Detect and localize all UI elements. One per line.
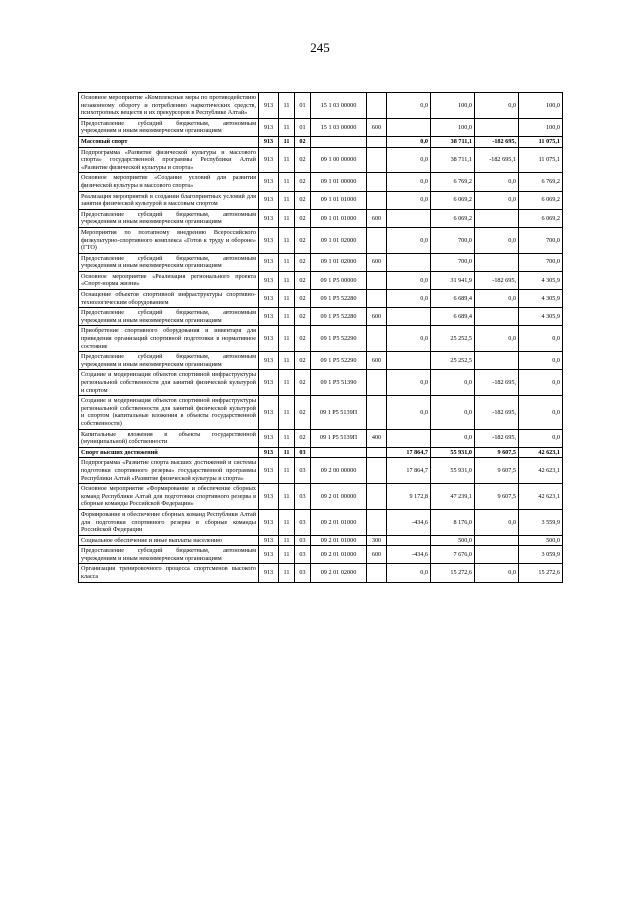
amount-3: -182 695,1	[475, 147, 519, 173]
amount-3: 9 607,5	[475, 458, 519, 484]
ministry-code: 913	[259, 447, 279, 458]
row-name: Основное мероприятие «Комплексные меры по противодействию незаконному обороту и потреблению наркотических средств, психотропных веществ и их прекурсоров в Республике Алтай»	[79, 93, 259, 119]
table-row	[79, 509, 563, 535]
amount-1	[387, 535, 431, 546]
amount-3: -182 695,	[475, 370, 519, 396]
amount-4: 0,0	[519, 429, 563, 447]
row-name: Оснащение объектов спортивной инфраструктуры спортивно-технологическим оборудованием	[79, 290, 259, 308]
table-row	[79, 271, 563, 289]
expense-type	[367, 564, 387, 582]
amount-3	[475, 253, 519, 271]
amount-2: 7 676,0	[431, 546, 475, 564]
expense-type	[367, 136, 387, 147]
amount-3: 0,0	[475, 227, 519, 253]
row-name: Организация тренировочного процесса спортсменов высокого класса	[79, 564, 259, 582]
expense-type: 300	[367, 535, 387, 546]
amount-1: 0,0	[387, 370, 431, 396]
expense-type	[367, 326, 387, 352]
row-name: Подпрограмма «Развитие спорта высших достижений и системы подготовки спортивного резерва» государственной программы Республики Алтай «Развитие физической культуры и спорта»	[79, 458, 259, 484]
amount-3	[475, 546, 519, 564]
row-name: Спорт высших достижений	[79, 447, 259, 458]
amount-4: 6 069,2	[519, 209, 563, 227]
amount-2: 55 931,0	[431, 447, 475, 458]
row-name: Предоставление субсидий бюджетным, автономным учреждениям и иным некоммерческим организациям	[79, 118, 259, 136]
table-row	[79, 147, 563, 173]
amount-4: 0,0	[519, 370, 563, 396]
amount-4: 100,0	[519, 93, 563, 119]
target-article: 15 1 03 00000	[311, 118, 367, 136]
row-name: Основное мероприятие «Формирование и обеспечение сборных команд Республики Алтай для подготовки спортивного резерва в сборные команды Российской Федерации»	[79, 484, 259, 510]
amount-4: 100,0	[519, 118, 563, 136]
table-row	[79, 458, 563, 484]
row-name: Подпрограмма «Развитие физической культуры и массового спорта» государственной программы Республики Алтай «Развитие физической культуры и спорта»	[79, 147, 259, 173]
expense-type	[367, 458, 387, 484]
subsection-code: 02	[295, 429, 311, 447]
target-article: 09 2 01 01000	[311, 546, 367, 564]
amount-2: 500,0	[431, 535, 475, 546]
section-code: 11	[279, 271, 295, 289]
amount-3: 0,0	[475, 93, 519, 119]
amount-2: 0,0	[431, 370, 475, 396]
ministry-code: 913	[259, 370, 279, 396]
subsection-code: 02	[295, 326, 311, 352]
amount-4: 700,0	[519, 253, 563, 271]
section-code: 11	[279, 118, 295, 136]
page-number: 245	[310, 40, 330, 55]
table-row	[79, 484, 563, 510]
amount-1: 0,0	[387, 290, 431, 308]
expense-type	[367, 484, 387, 510]
section-code: 11	[279, 209, 295, 227]
amount-1: 0,0	[387, 326, 431, 352]
table-row	[79, 118, 563, 136]
row-name: Приобретение спортивного оборудования и инвентаря для приведения организаций спортивной подготовки в нормативное состояние	[79, 326, 259, 352]
amount-2: 6 689,4	[431, 308, 475, 326]
ministry-code: 913	[259, 458, 279, 484]
subsection-code: 02	[295, 290, 311, 308]
amount-3	[475, 209, 519, 227]
expense-type	[367, 290, 387, 308]
section-code: 11	[279, 546, 295, 564]
amount-3: 0,0	[475, 191, 519, 209]
table-row	[79, 136, 563, 147]
amount-2: 8 176,0	[431, 509, 475, 535]
amount-1: 17 864,7	[387, 458, 431, 484]
amount-3: -182 695,	[475, 271, 519, 289]
section-code: 11	[279, 326, 295, 352]
section-code: 11	[279, 191, 295, 209]
subsection-code: 03	[295, 447, 311, 458]
amount-4: 11 075,1	[519, 147, 563, 173]
ministry-code: 913	[259, 173, 279, 191]
target-article	[311, 136, 367, 147]
section-code: 11	[279, 429, 295, 447]
amount-2: 6 769,2	[431, 173, 475, 191]
amount-1	[387, 118, 431, 136]
ministry-code: 913	[259, 290, 279, 308]
row-name: Массовый спорт	[79, 136, 259, 147]
amount-2: 6 069,2	[431, 209, 475, 227]
amount-4: 42 623,1	[519, 447, 563, 458]
ministry-code: 913	[259, 308, 279, 326]
amount-4: 6 769,2	[519, 173, 563, 191]
subsection-code: 02	[295, 173, 311, 191]
amount-2: 38 711,1	[431, 136, 475, 147]
amount-3: -182 695,	[475, 429, 519, 447]
target-article: 09 1 P5 00000	[311, 271, 367, 289]
expense-type: 600	[367, 308, 387, 326]
ministry-code: 913	[259, 535, 279, 546]
subsection-code: 02	[295, 308, 311, 326]
amount-1: 0,0	[387, 227, 431, 253]
subsection-code: 03	[295, 535, 311, 546]
amount-4: 0,0	[519, 396, 563, 429]
table-row	[79, 209, 563, 227]
amount-3: -182 695,	[475, 396, 519, 429]
target-article: 15 1 03 00000	[311, 93, 367, 119]
target-article: 09 1 01 01000	[311, 191, 367, 209]
section-code: 11	[279, 290, 295, 308]
amount-2: 700,0	[431, 227, 475, 253]
amount-2: 15 272,6	[431, 564, 475, 582]
target-article: 09 2 01 02000	[311, 564, 367, 582]
subsection-code: 03	[295, 564, 311, 582]
target-article: 09 1 01 00000	[311, 173, 367, 191]
amount-1: 0,0	[387, 147, 431, 173]
amount-3: 9 607,5	[475, 484, 519, 510]
target-article: 09 1 01 02000	[311, 227, 367, 253]
expense-type: 600	[367, 352, 387, 370]
amount-1: 0,0	[387, 136, 431, 147]
table-row	[79, 93, 563, 119]
table-row	[79, 535, 563, 546]
target-article: 09 2 01 00000	[311, 484, 367, 510]
amount-3: 0,0	[475, 326, 519, 352]
amount-4: 4 305,9	[519, 290, 563, 308]
amount-4: 6 069,2	[519, 191, 563, 209]
section-code: 11	[279, 93, 295, 119]
target-article: 09 1 01 01000	[311, 209, 367, 227]
row-name: Создание и модернизация объектов спортивной инфраструктуры региональной собственности для занятий физической культурой и спортом (капитальные вложения в объекты государственной собственности)	[79, 396, 259, 429]
amount-1	[387, 209, 431, 227]
amount-2: 100,0	[431, 118, 475, 136]
section-code: 11	[279, 308, 295, 326]
subsection-code: 03	[295, 484, 311, 510]
target-article: 09 1 P5 52280	[311, 308, 367, 326]
ministry-code: 913	[259, 253, 279, 271]
amount-1: 0,0	[387, 173, 431, 191]
amount-3: 0,0	[475, 290, 519, 308]
row-name: Создание и модернизация объектов спортивной инфраструктуры региональной собственности для занятий физической культурой и спортом	[79, 370, 259, 396]
row-name: Формирование и обеспечение сборных команд Республики Алтай для подготовки спортивного резерва в сборные команды Российской Федерации	[79, 509, 259, 535]
row-name: Основное мероприятие «Создание условий для развития физической культуры и массового спорта»	[79, 173, 259, 191]
amount-4: 0,0	[519, 352, 563, 370]
expense-type: 600	[367, 118, 387, 136]
expense-type	[367, 147, 387, 173]
target-article: 09 1 P5 5139П	[311, 396, 367, 429]
table-row	[79, 396, 563, 429]
target-article: 09 1 00 00000	[311, 147, 367, 173]
section-code: 11	[279, 458, 295, 484]
ministry-code: 913	[259, 429, 279, 447]
row-name: Предоставление субсидий бюджетным, автономным учреждениям и иным некоммерческим организациям	[79, 308, 259, 326]
amount-4: 700,0	[519, 227, 563, 253]
amount-1: 0,0	[387, 93, 431, 119]
amount-2: 47 239,1	[431, 484, 475, 510]
amount-1: -434,6	[387, 509, 431, 535]
subsection-code: 01	[295, 93, 311, 119]
amount-1: 0,0	[387, 191, 431, 209]
amount-4: 15 272,6	[519, 564, 563, 582]
expense-type	[367, 227, 387, 253]
subsection-code: 02	[295, 396, 311, 429]
subsection-code: 03	[295, 458, 311, 484]
subsection-code: 03	[295, 546, 311, 564]
amount-2: 25 252,5	[431, 352, 475, 370]
table-row	[79, 429, 563, 447]
amount-3: -182 695,	[475, 136, 519, 147]
ministry-code: 913	[259, 209, 279, 227]
row-name: Предоставление субсидий бюджетным, автономным учреждениям и иным некоммерческим организациям	[79, 209, 259, 227]
expense-type	[367, 93, 387, 119]
table-row	[79, 290, 563, 308]
expense-type	[367, 173, 387, 191]
ministry-code: 913	[259, 147, 279, 173]
expense-type	[367, 271, 387, 289]
amount-2: 700,0	[431, 253, 475, 271]
subsection-code: 01	[295, 118, 311, 136]
amount-4: 3 059,9	[519, 546, 563, 564]
ministry-code: 913	[259, 118, 279, 136]
subsection-code: 02	[295, 370, 311, 396]
ministry-code: 913	[259, 484, 279, 510]
target-article: 09 1 P5 52290	[311, 326, 367, 352]
expense-type: 600	[367, 209, 387, 227]
amount-1: -434,6	[387, 546, 431, 564]
subsection-code: 02	[295, 271, 311, 289]
amount-1: 9 172,8	[387, 484, 431, 510]
section-code: 11	[279, 253, 295, 271]
table-row	[79, 253, 563, 271]
amount-2: 100,0	[431, 93, 475, 119]
target-article: 09 1 01 02000	[311, 253, 367, 271]
subsection-code: 02	[295, 209, 311, 227]
row-name: Капитальные вложения в объекты государственной (муниципальной) собственности	[79, 429, 259, 447]
amount-4: 42 623,1	[519, 458, 563, 484]
amount-1: 0,0	[387, 564, 431, 582]
ministry-code: 913	[259, 227, 279, 253]
row-name: Реализация мероприятий в создании благоприятных условий для занятия физической культурой и массовым спортом	[79, 191, 259, 209]
budget-table	[78, 92, 563, 583]
amount-2: 0,0	[431, 429, 475, 447]
amount-4: 500,0	[519, 535, 563, 546]
table-row	[79, 447, 563, 458]
table-row	[79, 173, 563, 191]
amount-3	[475, 535, 519, 546]
table-row	[79, 564, 563, 582]
expense-type: 400	[367, 429, 387, 447]
amount-3: 0,0	[475, 173, 519, 191]
target-article: 09 2 01 01000	[311, 535, 367, 546]
expense-type	[367, 370, 387, 396]
amount-1	[387, 429, 431, 447]
section-code: 11	[279, 564, 295, 582]
ministry-code: 913	[259, 564, 279, 582]
section-code: 11	[279, 370, 295, 396]
target-article: 09 2 00 00000	[311, 458, 367, 484]
section-code: 11	[279, 447, 295, 458]
target-article	[311, 447, 367, 458]
amount-1	[387, 352, 431, 370]
ministry-code: 913	[259, 352, 279, 370]
amount-3: 9 607,5	[475, 447, 519, 458]
amount-4: 3 559,9	[519, 509, 563, 535]
amount-1	[387, 253, 431, 271]
section-code: 11	[279, 136, 295, 147]
amount-2: 25 252,5	[431, 326, 475, 352]
section-code: 11	[279, 509, 295, 535]
amount-2: 55 931,0	[431, 458, 475, 484]
table-row	[79, 326, 563, 352]
amount-4: 11 075,1	[519, 136, 563, 147]
section-code: 11	[279, 396, 295, 429]
amount-3	[475, 118, 519, 136]
amount-2: 38 711,1	[431, 147, 475, 173]
table-row	[79, 227, 563, 253]
row-name: Предоставление субсидий бюджетным, автономным учреждениям и иным некоммерческим организациям	[79, 253, 259, 271]
subsection-code: 02	[295, 191, 311, 209]
subsection-code: 03	[295, 509, 311, 535]
amount-1: 0,0	[387, 271, 431, 289]
amount-3: 0,0	[475, 564, 519, 582]
amount-2: 6 689,4	[431, 290, 475, 308]
section-code: 11	[279, 484, 295, 510]
target-article: 09 1 P5 52290	[311, 352, 367, 370]
ministry-code: 913	[259, 136, 279, 147]
expense-type	[367, 447, 387, 458]
target-article: 09 1 P5 52280	[311, 290, 367, 308]
ministry-code: 913	[259, 546, 279, 564]
table-row	[79, 546, 563, 564]
row-name: Предоставление субсидий бюджетным, автономным учреждениям и иным некоммерческим организациям	[79, 352, 259, 370]
expense-type	[367, 191, 387, 209]
ministry-code: 913	[259, 326, 279, 352]
target-article: 09 1 P5 5139П	[311, 429, 367, 447]
subsection-code: 02	[295, 352, 311, 370]
amount-4: 42 623,1	[519, 484, 563, 510]
ministry-code: 913	[259, 93, 279, 119]
amount-2: 0,0	[431, 396, 475, 429]
target-article: 09 1 P5 51390	[311, 370, 367, 396]
expense-type	[367, 509, 387, 535]
amount-4: 0,0	[519, 326, 563, 352]
target-article: 09 2 01 01000	[311, 509, 367, 535]
section-code: 11	[279, 535, 295, 546]
section-code: 11	[279, 147, 295, 173]
amount-1	[387, 308, 431, 326]
amount-3: 0,0	[475, 509, 519, 535]
row-name: Социальное обеспечение и иные выплаты населению	[79, 535, 259, 546]
amount-1: 17 864,7	[387, 447, 431, 458]
expense-type: 600	[367, 253, 387, 271]
ministry-code: 913	[259, 271, 279, 289]
subsection-code: 02	[295, 227, 311, 253]
amount-4: 4 305,9	[519, 308, 563, 326]
ministry-code: 913	[259, 191, 279, 209]
amount-3	[475, 308, 519, 326]
subsection-code: 02	[295, 136, 311, 147]
ministry-code: 913	[259, 396, 279, 429]
row-name: Предоставление субсидий бюджетным, автономным учреждениям и иным некоммерческим организациям	[79, 546, 259, 564]
amount-2: 6 069,2	[431, 191, 475, 209]
amount-3	[475, 352, 519, 370]
section-code: 11	[279, 352, 295, 370]
section-code: 11	[279, 173, 295, 191]
row-name: Основное мероприятие «Реализация регионального проекта «Спорт-норма жизни»	[79, 271, 259, 289]
subsection-code: 02	[295, 253, 311, 271]
amount-4: 4 305,9	[519, 271, 563, 289]
ministry-code: 913	[259, 509, 279, 535]
expense-type: 600	[367, 546, 387, 564]
table-row	[79, 308, 563, 326]
amount-2: 31 941,9	[431, 271, 475, 289]
row-name: Мероприятия по поэтапному внедрению Всероссийского физкультурно-спортивного комплекса «Готов к труду и обороне» (ГТО)	[79, 227, 259, 253]
table-row	[79, 370, 563, 396]
expense-type	[367, 396, 387, 429]
table-row	[79, 191, 563, 209]
amount-1: 0,0	[387, 396, 431, 429]
table-row	[79, 352, 563, 370]
subsection-code: 02	[295, 147, 311, 173]
section-code: 11	[279, 227, 295, 253]
